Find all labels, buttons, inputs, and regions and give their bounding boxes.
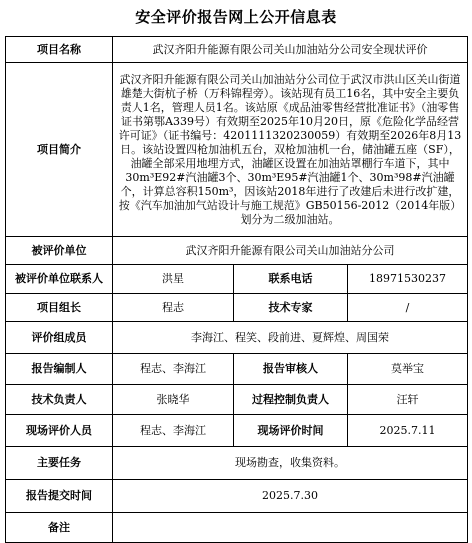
phone-value: 18971530237 <box>348 265 468 294</box>
remarks-value <box>113 513 468 543</box>
reviewer-value: 莫举宝 <box>348 354 468 385</box>
team-leader-value: 程志 <box>113 294 234 322</box>
tech-expert-label: 技术专家 <box>234 294 348 322</box>
process-control-label: 过程控制负责人 <box>234 385 348 415</box>
info-table <box>5 36 468 543</box>
tech-lead-label: 技术负责人 <box>6 385 113 415</box>
page-title: 安全评价报告网上公开信息表 <box>135 8 337 26</box>
project-name-value: 武汉齐阳升能源有限公司关山加油站分公司安全现状评价 <box>113 37 468 63</box>
site-eval-time-value: 2025.7.11 <box>348 415 468 447</box>
project-name-label: 项目名称 <box>6 37 113 63</box>
row-main-tasks <box>6 447 468 480</box>
main-tasks-label: 主要任务 <box>6 447 113 480</box>
contact-label: 被评价单位联系人 <box>6 265 113 294</box>
row-evaluated-unit <box>6 237 468 265</box>
team-members-value: 李海江、程笑、段前进、夏辉煌、周国荣 <box>113 322 468 354</box>
compiler-label: 报告编制人 <box>6 354 113 385</box>
main-tasks-value: 现场勘查，收集资料。 <box>113 447 468 480</box>
reviewer-label: 报告审核人 <box>234 354 348 385</box>
tech-expert-value: / <box>348 294 468 322</box>
team-leader-label: 项目组长 <box>6 294 113 322</box>
evaluated-unit-value: 武汉齐阳升能源有限公司关山加油站分公司 <box>113 237 468 265</box>
row-project-name <box>6 37 468 63</box>
contact-value: 洪星 <box>113 265 234 294</box>
phone-label: 联系电话 <box>234 265 348 294</box>
row-submission-time <box>6 480 468 513</box>
team-members-label: 评价组成员 <box>6 322 113 354</box>
row-remarks <box>6 513 468 543</box>
remarks-label: 备注 <box>6 513 113 543</box>
row-site-evaluators <box>6 415 468 447</box>
evaluated-unit-label: 被评价单位 <box>6 237 113 265</box>
site-evaluators-value: 程志、李海江 <box>113 415 234 447</box>
row-team-members <box>6 322 468 354</box>
row-contact <box>6 265 468 294</box>
row-project-summary <box>6 63 468 237</box>
site-eval-time-label: 现场评价时间 <box>234 415 348 447</box>
site-evaluators-label: 现场评价人员 <box>6 415 113 447</box>
submission-time-value: 2025.7.30 <box>113 480 468 513</box>
row-compiler <box>6 354 468 385</box>
tech-lead-value: 张晓华 <box>113 385 234 415</box>
row-tech-lead <box>6 385 468 415</box>
project-summary-value: 武汉齐阳升能源有限公司关山加油站分公司位于武汉市洪山区关山街道雄楚大街杭子桥（万科锦程旁）。该站现有员工16名，其中安全主要负责人1名，管理人员1名。该站原《成品油零售经营批准证书》（油零售证书第鄂A339号）有效期至2025年10月20日，原《危险化学品经营许可证》（证书编号：4201111320230059）有效期至2026年8月13日。该站设置四枪加油机五台，双枪加油机一台，储油罐五座（SF），油罐全部采用地埋方式，油罐区设置在加油站罩棚行车道下，其中30m³E92#汽油罐3个、30m³E95#汽油罐1个、30m³98#汽油罐个，计算总容积150m³，因该站2018年进行了改建后未进行改扩建，按《汽车加油加气站设计与施工规范》GB50156-2012（2014年版）划分为二级加油站。 <box>113 63 468 237</box>
process-control-value: 汪轩 <box>348 385 468 415</box>
row-team-leader <box>6 294 468 322</box>
submission-time-label: 报告提交时间 <box>6 480 113 513</box>
project-summary-label: 项目简介 <box>6 63 113 237</box>
compiler-value: 程志、李海江 <box>113 354 234 385</box>
